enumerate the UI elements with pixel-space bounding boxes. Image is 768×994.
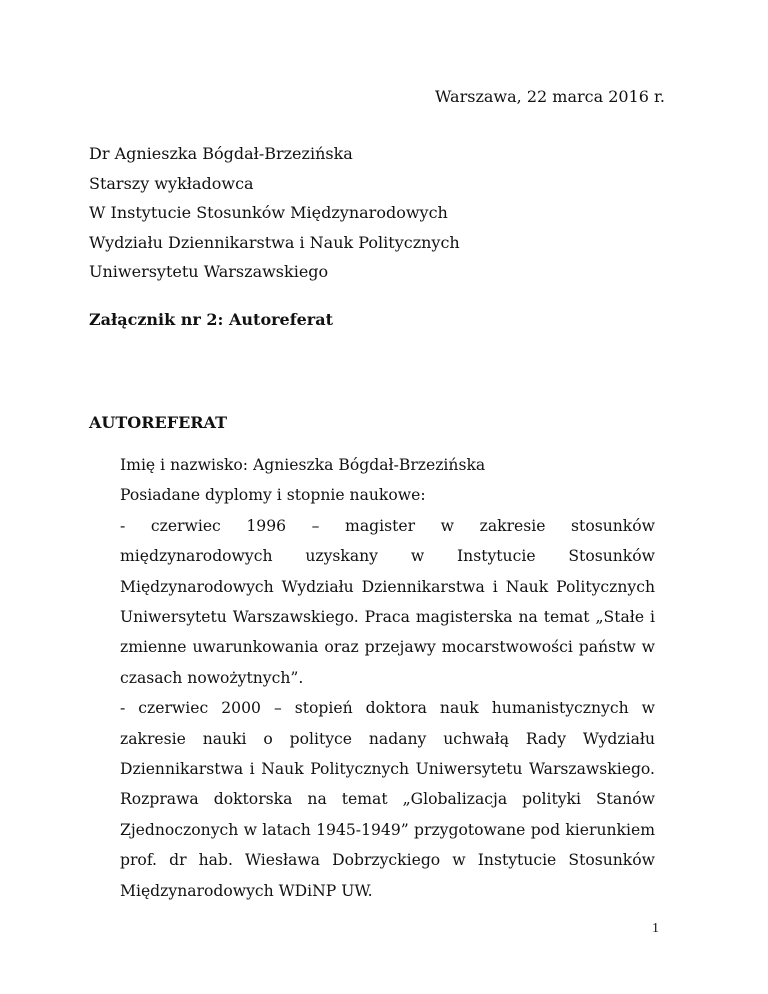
page-number: 1: [652, 921, 659, 936]
document-body: [120, 450, 655, 906]
attachment-title: Załącznik nr 2: Autoreferat: [89, 310, 333, 329]
name-line: Imię i nazwisko: Agnieszka Bógdał-Brzezińska: [120, 456, 486, 474]
degrees-heading: Posiadane dyplomy i stopnie naukowe:: [120, 486, 426, 505]
author-position: Starszy wykładowca: [89, 173, 254, 193]
degree-entry-2000: - czerwiec 2000 – stopień doktora nauk humanistycznych w zakresie nauki o polityce nadany uchwałą Rady Wydziału Dziennikarstwa i Nauk Politycznych Uniwersytetu Warszawskiego. Rozprawa doktorska na temat „Globalizacja polityki Stanów Zjednoczonych w latach 1945-1949” przygotowane pod kierunkiem prof. dr hab. Wiesława Dobrzyckiego w Instytucie Stosunków Międzynarodowych WDiNP UW.: [120, 699, 655, 900]
document-date: Warszawa, 22 marca 2016 r.: [435, 87, 665, 106]
author-faculty: Wydziału Dziennikarstwa i Nauk Politycznych: [89, 232, 460, 252]
author-block: [89, 139, 460, 287]
degree-entry-1996: - czerwiec 1996 – magister w zakresie stosunków międzynarodowych uzyskany w Instytucie Stosunków Międzynarodowych Wydziału Dziennikarstwa i Nauk Politycznych Uniwersytetu Warszawskiego. Praca magisterska na temat „Stałe i zmienne uwarunkowania oraz przejawy mocarstwowości państw w czasach nowożytnych”.: [120, 516, 655, 687]
author-university: Uniwersytetu Warszawskiego: [89, 262, 329, 281]
author-name: Dr Agnieszka Bógdał-Brzezińska: [89, 144, 353, 163]
document-heading: AUTOREFERAT: [89, 413, 227, 432]
author-institute: W Instytucie Stosunków Międzynarodowych: [89, 203, 448, 222]
